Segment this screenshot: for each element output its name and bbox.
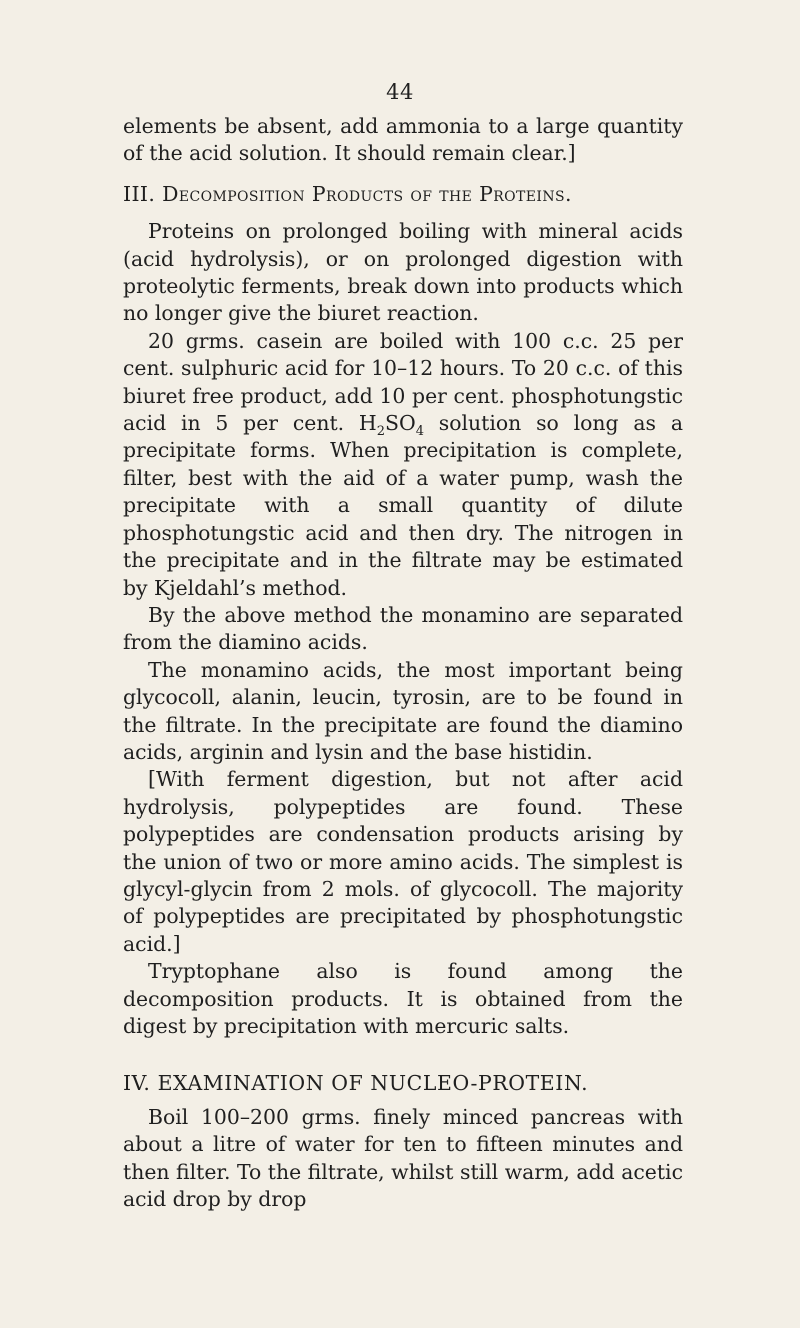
paragraph-polypeptides: [With ferment digestion, but not after acid hydrolysis, polypeptides are found. These polypeptides are condensation products arising by the union of two or more amino acids. The simplest is glycyl-glycin from 2 mols. of glycocoll. The majority of polypeptides are precipitated by phosphotungstic acid.]	[123, 767, 683, 956]
paragraph-tryptophane: Tryptophane also is found among the decomposition products. It is obtained from the digest by precipitation with mercuric salts.	[123, 959, 683, 1038]
page-body	[123, 113, 683, 1213]
section-heading-decomposition-products: III. Decomposition Products of the Proteins.	[123, 181, 572, 206]
casein-text-c: solution so long as a precipitate forms. When precipitation is complete, filter, best with the aid of a water pump, wash the precipitate with a small quantity of dilute phosphotungstic acid and then dry. The nitrogen in the precipitate and in the filtrate may be estimated by Kjeldahl’s method.	[123, 411, 683, 600]
subscript-2: 2	[376, 424, 385, 440]
subscript-4: 4	[415, 424, 424, 440]
casein-text-a: 20 grms. casein are boiled with 100 c.c. 25 per cent. sulphuric acid for 10–12 hours. To 20 c.c. of this biuret free product, add 10 per cent. phosphotungstic acid in 5 per cent. H	[123, 328, 683, 436]
paragraph-pancreas: Boil 100–200 grms. finely minced pancreas with about a litre of water for ten to fifteen minutes and then filter. To the filtrate, whilst still warm, add acetic acid drop by drop	[123, 1104, 683, 1212]
page-number: 44	[386, 80, 414, 104]
paragraph-casein-procedure	[123, 328, 683, 602]
paragraph-separation: By the above method the monamino are separated from the diamino acids.	[123, 602, 683, 655]
casein-text-b: SO	[385, 411, 416, 436]
paragraph-proteins-hydrolysis: Proteins on prolonged boiling with mineral acids (acid hydrolysis), or on prolonged digestion with proteolytic ferments, break down into products which no longer give the biuret reaction.	[123, 219, 683, 326]
section-heading-nucleo-protein: IV. EXAMINATION OF NUCLEO-PROTEIN.	[123, 1071, 589, 1096]
paragraph-continuation: elements be absent, add ammonia to a large quantity of the acid solution. It should remain clear.]	[123, 114, 683, 166]
paragraph-monamino-acids: The monamino acids, the most important being glycocoll, alanin, leucin, tyrosin, are to be found in the filtrate. In the precipitate are found the diamino acids, arginin and lysin and the base histidin.	[123, 657, 683, 764]
